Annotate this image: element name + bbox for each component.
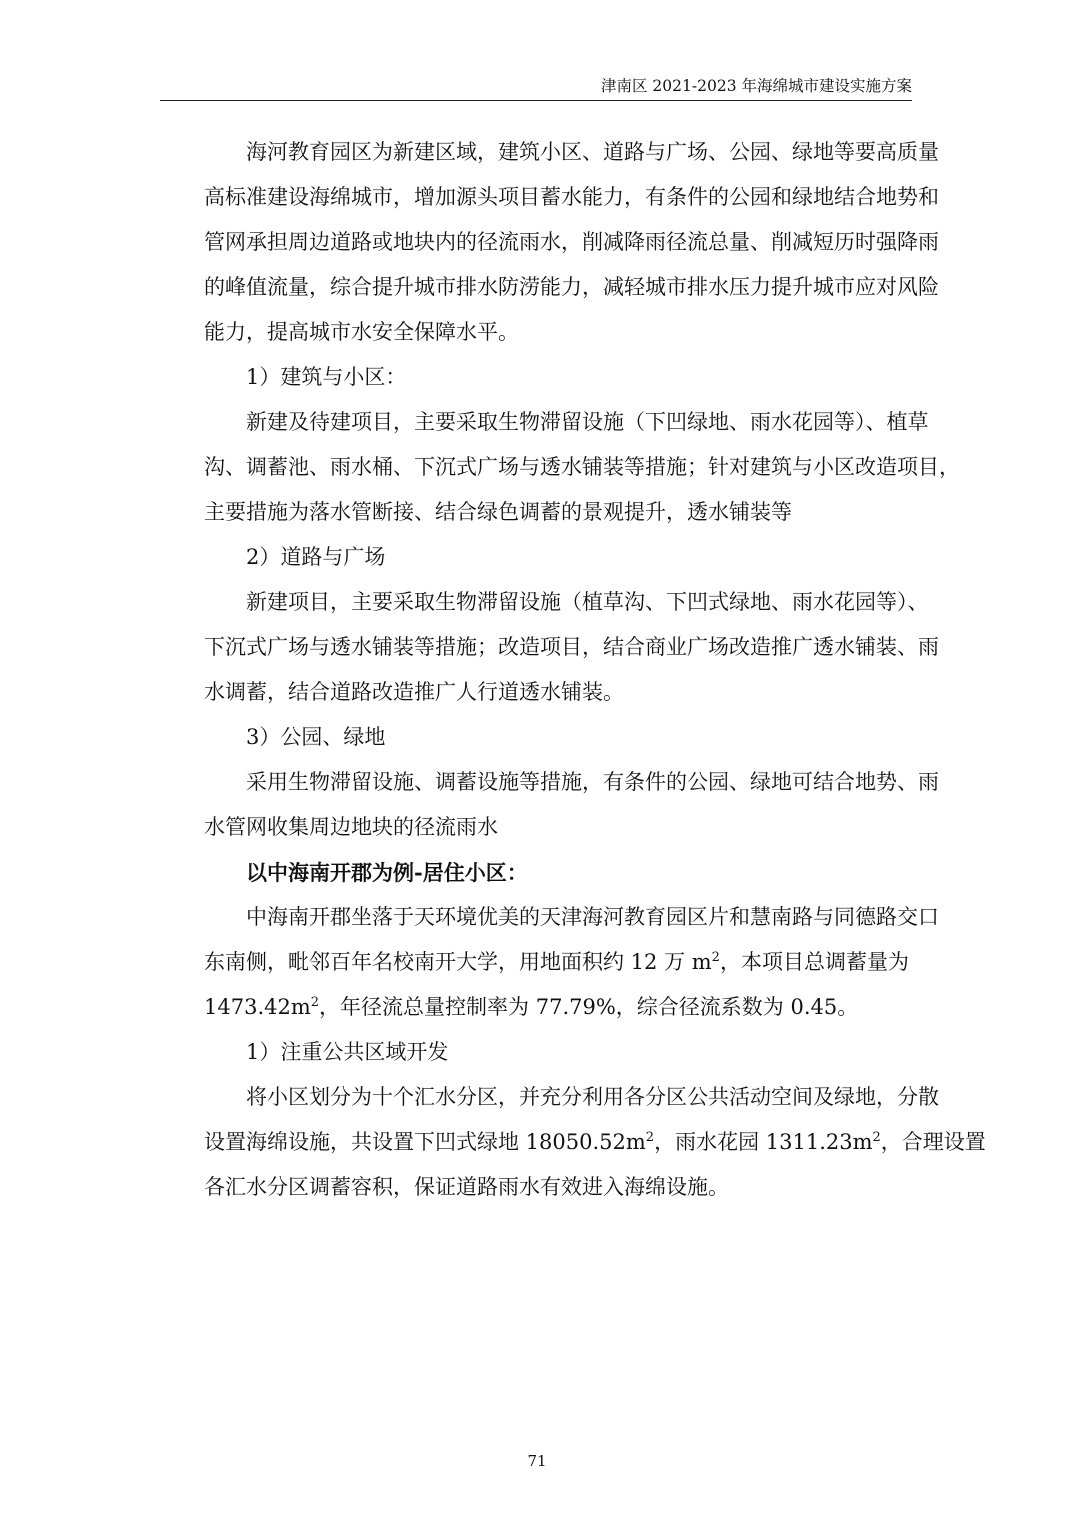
text-line xyxy=(162,940,914,985)
public-area-paragraph xyxy=(162,1075,986,1210)
text-line: 将小区划分为十个汇水分区，并充分利用各分区公共活动空间及绿地，分散 xyxy=(246,1085,939,1109)
superscript: 2 xyxy=(872,1130,881,1145)
text-line: 水调蓄，结合道路改造推广人行道透水铺装。 xyxy=(204,680,624,704)
text-line: 各汇水分区调蓄容积，保证道路雨水有效进入海绵设施。 xyxy=(204,1175,729,1199)
text-line xyxy=(162,985,914,1030)
text-segment: ，合理设置 xyxy=(880,1130,986,1154)
text-line: 新建及待建项目，主要采取生物滞留设施（下凹绿地、雨水花园等）、植草 xyxy=(246,410,929,434)
heading-text: 1）建筑与小区： xyxy=(246,365,407,389)
text-line: 水管网收集周边地块的径流雨水 xyxy=(204,815,498,839)
text-line: 采用生物滞留设施、调蓄设施等措施，有条件的公园、绿地可结合地势、雨 xyxy=(246,770,939,794)
text-line xyxy=(162,1120,986,1165)
text-line: 高标准建设海绵城市，增加源头项目蓄水能力，有条件的公园和绿地结合地势和 xyxy=(204,185,939,209)
heading-public-area xyxy=(162,1030,914,1075)
page-number: 71 xyxy=(527,1452,547,1470)
heading-parks xyxy=(162,715,914,760)
buildings-paragraph xyxy=(162,400,960,535)
heading-roads xyxy=(162,535,914,580)
intro-paragraph xyxy=(162,130,939,355)
parks-paragraph xyxy=(162,760,939,850)
document-body xyxy=(162,130,986,1210)
text-line: 主要措施为落水管断接、结合绿色调蓄的景观提升，透水铺装等 xyxy=(204,500,792,524)
superscript: 2 xyxy=(645,1130,655,1145)
text-line: 的峰值流量，综合提升城市排水防涝能力，减轻城市排水压力提升城市应对风险 xyxy=(204,275,939,299)
heading-text: 3）公园、绿地 xyxy=(246,725,386,749)
superscript: 2 xyxy=(310,995,320,1010)
text-segment: 设置海绵设施，共设置下凹式绿地 18050.52m xyxy=(204,1130,646,1154)
text-line: 管网承担周边道路或地块内的径流雨水，削减降雨径流总量、削减短历时强降雨 xyxy=(204,230,939,254)
heading-text: 2）道路与广场 xyxy=(246,545,386,569)
page-header xyxy=(160,76,912,101)
text-line: 中海南开郡坐落于天环境优美的天津海河教育园区片和慧南路与同德路交口 xyxy=(246,905,939,929)
text-segment: 东南侧，毗邻百年名校南开大学，用地面积约 12 万 m xyxy=(204,950,712,974)
heading-text: 1）注重公共区域开发 xyxy=(246,1040,449,1064)
text-segment: ，雨水花园 1311.23m xyxy=(654,1130,873,1154)
text-line: 下沉式广场与透水铺装等措施；改造项目，结合商业广场改造推广透水铺装、雨 xyxy=(204,635,939,659)
text-segment: 1473.42m xyxy=(204,995,311,1019)
superscript: 2 xyxy=(711,950,720,965)
heading-text: 以中海南开郡为例-居住小区： xyxy=(246,860,528,885)
example-heading xyxy=(162,850,914,895)
heading-buildings xyxy=(162,355,914,400)
text-line: 沟、调蓄池、雨水桶、下沉式广场与透水铺装等措施；针对建筑与小区改造项目， xyxy=(204,455,960,479)
header-title: 津南区 2021-2023 年海绵城市建设实施方案 xyxy=(601,77,912,95)
text-line: 能力，提高城市水安全保障水平。 xyxy=(204,320,519,344)
text-segment: ，年径流总量控制率为 77.79%，综合径流系数为 0.45。 xyxy=(319,995,859,1019)
text-line: 海河教育园区为新建区域，建筑小区、道路与广场、公园、绿地等要高质量 xyxy=(246,140,939,164)
text-segment: ，本项目总调蓄量为 xyxy=(719,950,909,974)
roads-paragraph xyxy=(162,580,939,715)
example-paragraph xyxy=(162,895,939,1030)
text-line: 新建项目，主要采取生物滞留设施（植草沟、下凹式绿地、雨水花园等）、 xyxy=(246,590,929,614)
